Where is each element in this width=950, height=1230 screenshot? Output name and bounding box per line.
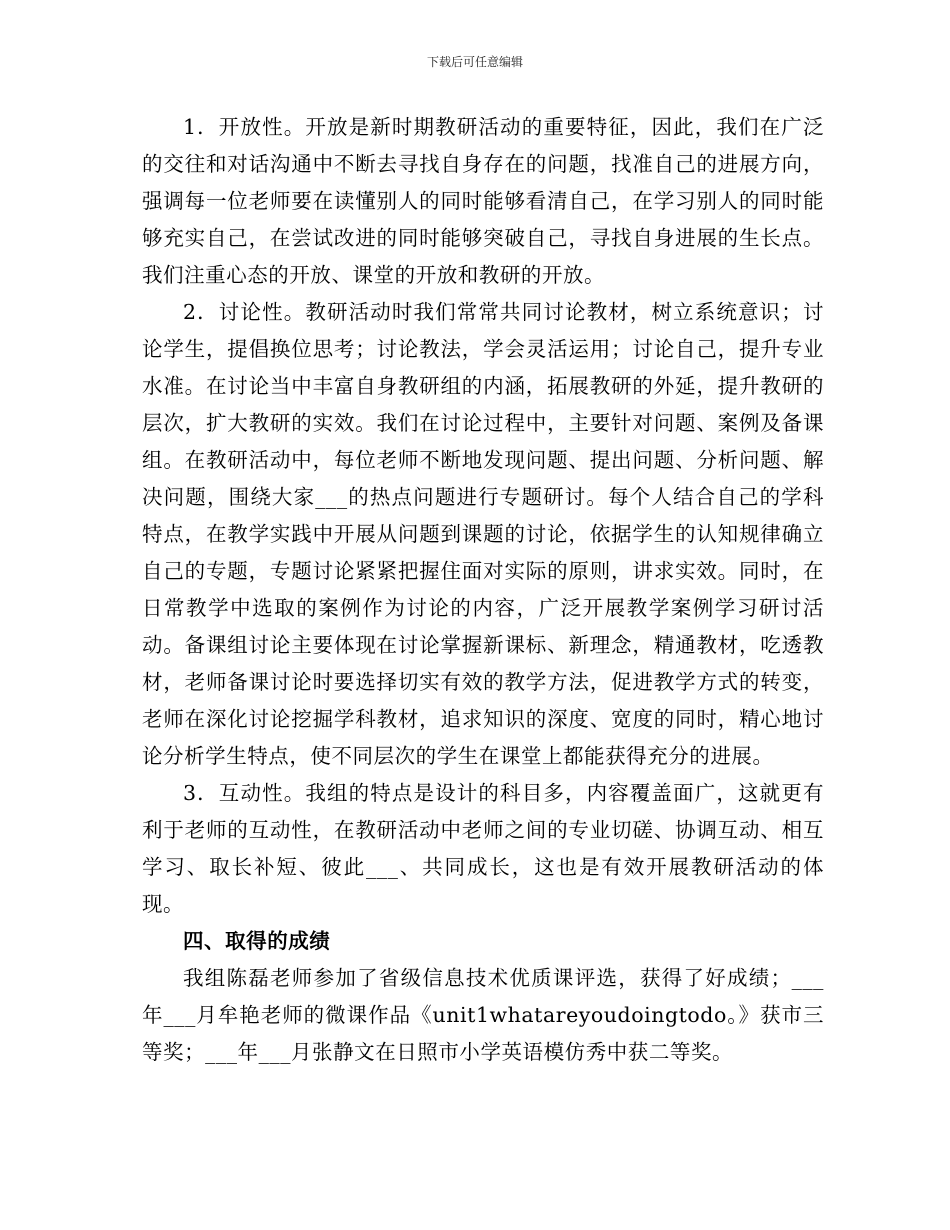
paragraph-openness: 1．开放性。开放是新时期教研活动的重要特征，因此，我们在广泛的交往和对话沟通中不断去寻找自身存在的问题，找准自己的进展方向，强调每一位老师要在读懂别人的同时能够看清自己，在学习别人的同时能够充实自己，在尝试改进的同时能够突破自己，寻找自身进展的生长点。我们注重心态的开放、课堂的开放和教研的开放。 <box>142 115 824 287</box>
paragraph-discussion: 2．讨论性。教研活动时我们常常共同讨论教材，树立系统意识；讨论学生，提倡换位思考；讨论教法，学会灵活运用；讨论自己，提升专业水准。在讨论当中丰富自身教研组的内涵，拓展教研的外延，提升教研的层次，扩大教研的实效。我们在讨论过程中，主要针对问题、案例及备课组。在教研活动中，每位老师不断地发现问题、提出问题、分析问题、解决问题，围绕大家___的热点问题进行专题研讨。每个人结合自己的学科特点，在教学实践中开展从问题到课题的讨论，依据学生的认知规律确立自己的专题，专题讨论紧紧把握住面对实际的原则，讲求实效。同时，在日常教学中选取的案例作为讨论的内容，广泛开展教学案例学习研讨活动。备课组讨论主要体现在讨论掌握新课标、新理念，精通教材，吃透教材，老师备课讨论时要选择切实有效的教学方法，促进教学方式的转变，老师在深化讨论挖掘学科教材，追求知识的深度、宽度的同时，精心地讨论分析学生特点，使不同层次的学生在课堂上都能获得充分的进展。 <box>142 300 824 768</box>
page-header-note: 下载后可任意编辑 <box>426 55 523 69</box>
document-body <box>142 109 824 1071</box>
paragraph-achievements: 我组陈磊老师参加了省级信息技术优质课评选，获得了好成绩；___年___月牟艳老师的微课作品《unit1whatareyoudoingtodo。》获市三等奖；___年___月张静文在日照市小学英语模仿秀中获二等奖。 <box>142 966 824 1064</box>
section-heading-achievements: 四、取得的成绩 <box>183 929 331 953</box>
paragraph-interaction: 3．互动性。我组的特点是设计的科目多，内容覆盖面广，这就更有利于老师的互动性，在教研活动中老师之间的专业切磋、协调互动、相互学习、取长补短、彼此___、共同成长，这也是有效开展教研活动的体现。 <box>142 781 824 916</box>
